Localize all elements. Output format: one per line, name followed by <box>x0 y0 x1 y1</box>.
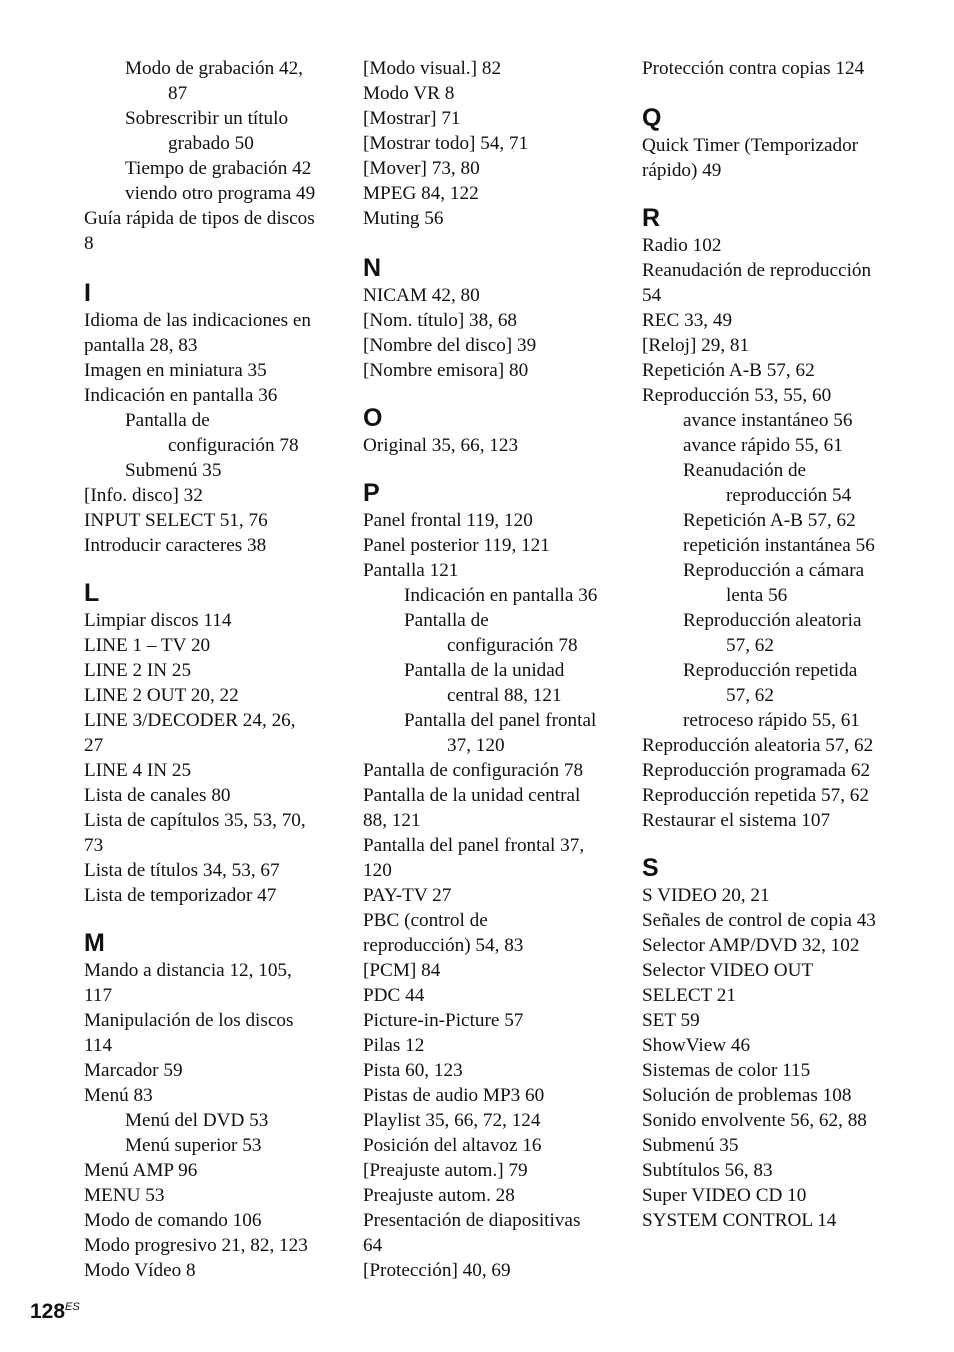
index-subentry: Indicación en pantalla 36 <box>404 585 598 606</box>
page-language-suffix: ES <box>65 1301 80 1313</box>
section-letter-heading: M <box>84 929 105 957</box>
index-column-2 <box>363 56 633 1283</box>
section-letter-heading: L <box>84 579 100 607</box>
index-entry: Pantalla de configuración 78 <box>363 760 584 781</box>
index-subentry: Menú del DVD 53 <box>125 1110 269 1131</box>
index-subentry: central 88, 121 <box>447 685 562 706</box>
index-entry: PAY-TV 27 <box>363 885 452 906</box>
index-entry: Pilas 12 <box>363 1035 425 1056</box>
index-entry: [Reloj] 29, 81 <box>642 335 750 356</box>
index-subentry: configuración 78 <box>168 435 299 456</box>
index-entry: 114 <box>84 1035 113 1056</box>
index-entry: rápido) 49 <box>642 160 722 181</box>
index-entry: Limpiar discos 114 <box>84 610 232 631</box>
index-entry: Imagen en miniatura 35 <box>84 360 267 381</box>
section-letter-heading: R <box>642 204 661 232</box>
index-entry: ShowView 46 <box>642 1035 751 1056</box>
index-entry: LINE 4 IN 25 <box>84 760 192 781</box>
index-entry: Lista de canales 80 <box>84 785 231 806</box>
index-entry: Panel frontal 119, 120 <box>363 510 533 531</box>
index-entry: reproducción) 54, 83 <box>363 935 524 956</box>
index-entry: Mando a distancia 12, 105, <box>84 960 292 981</box>
index-subentry: Reproducción a cámara <box>683 560 865 581</box>
index-subentry: avance rápido 55, 61 <box>683 435 843 456</box>
index-subentry: avance instantáneo 56 <box>683 410 853 431</box>
index-subentry: configuración 78 <box>447 635 578 656</box>
index-entry: MENU 53 <box>84 1185 165 1206</box>
index-entry: Sistemas de color 115 <box>642 1060 811 1081</box>
index-entry: INPUT SELECT 51, 76 <box>84 510 268 531</box>
index-entry: LINE 2 IN 25 <box>84 660 192 681</box>
index-entry: Modo progresivo 21, 82, 123 <box>84 1235 308 1256</box>
index-subentry: grabado 50 <box>168 133 254 154</box>
index-entry: LINE 2 OUT 20, 22 <box>84 685 239 706</box>
index-subentry: Repetición A-B 57, 62 <box>683 510 856 531</box>
index-entry: [Protección] 40, 69 <box>363 1260 511 1281</box>
section-letter-heading: P <box>363 479 380 507</box>
index-subentry: reproducción 54 <box>726 485 852 506</box>
index-entry: [Mostrar] 71 <box>363 108 461 129</box>
index-entry: Lista de títulos 34, 53, 67 <box>84 860 280 881</box>
page-number <box>30 1300 80 1324</box>
index-entry: Quick Timer (Temporizador <box>642 135 859 156</box>
index-entry: [Nombre emisora] 80 <box>363 360 529 381</box>
index-entry: [Info. disco] 32 <box>84 485 203 506</box>
section-letter-heading: S <box>642 854 659 882</box>
index-entry: Playlist 35, 66, 72, 124 <box>363 1110 541 1131</box>
index-entry: [Nom. título] 38, 68 <box>363 310 518 331</box>
index-subentry: Submenú 35 <box>125 460 222 481</box>
index-entry: Menú 83 <box>84 1085 153 1106</box>
index-entry: [Nombre del disco] 39 <box>363 335 537 356</box>
index-entry: Original 35, 66, 123 <box>363 435 519 456</box>
index-entry: [Preajuste autom.] 79 <box>363 1160 528 1181</box>
index-subentry: retroceso rápido 55, 61 <box>683 710 860 731</box>
index-subentry: Sobrescribir un título <box>125 108 289 129</box>
index-subentry: Pantalla de <box>404 610 489 631</box>
index-entry: Lista de temporizador 47 <box>84 885 277 906</box>
index-entry: Idioma de las indicaciones en <box>84 310 311 331</box>
index-subentry: Menú superior 53 <box>125 1135 262 1156</box>
index-entry: Reproducción programada 62 <box>642 760 871 781</box>
index-entry: Modo Vídeo 8 <box>84 1260 196 1281</box>
index-column-3 <box>642 56 942 1233</box>
index-entry: pantalla 28, 83 <box>84 335 198 356</box>
index-entry: 73 <box>84 835 104 856</box>
index-entry: Presentación de diapositivas <box>363 1210 581 1231</box>
index-entry: LINE 3/DECODER 24, 26, <box>84 710 296 731</box>
index-entry: LINE 1 – TV 20 <box>84 635 211 656</box>
index-subentry: Reanudación de <box>683 460 807 481</box>
index-subentry: repetición instantánea 56 <box>683 535 875 556</box>
index-entry: Reproducción repetida 57, 62 <box>642 785 869 806</box>
index-entry: Guía rápida de tipos de discos <box>84 208 315 229</box>
section-letter-heading: I <box>84 279 91 307</box>
index-subentry: lenta 56 <box>726 585 788 606</box>
index-entry: Repetición A-B 57, 62 <box>642 360 815 381</box>
section-letter-heading: Q <box>642 104 662 132</box>
index-subentry: 87 <box>168 83 188 104</box>
index-subentry: Reproducción repetida <box>683 660 858 681</box>
index-entry: Marcador 59 <box>84 1060 183 1081</box>
index-subentry: Pantalla de la unidad <box>404 660 565 681</box>
index-entry: 120 <box>363 860 392 881</box>
index-subentry: 37, 120 <box>447 735 505 756</box>
index-entry: Menú AMP 96 <box>84 1160 198 1181</box>
index-entry: Submenú 35 <box>642 1135 739 1156</box>
index-entry: Señales de control de copia 43 <box>642 910 876 931</box>
index-entry: Modo VR 8 <box>363 83 455 104</box>
index-entry: Muting 56 <box>363 208 444 229</box>
index-entry: Pantalla 121 <box>363 560 459 581</box>
index-entry: Lista de capítulos 35, 53, 70, <box>84 810 306 831</box>
index-entry: Picture-in-Picture 57 <box>363 1010 524 1031</box>
index-subentry: Tiempo de grabación 42 <box>125 158 312 179</box>
index-entry: Solución de problemas 108 <box>642 1085 852 1106</box>
index-entry: NICAM 42, 80 <box>363 285 480 306</box>
index-subentry: 57, 62 <box>726 685 774 706</box>
index-column-1 <box>84 56 354 1283</box>
index-entry: SELECT 21 <box>642 985 736 1006</box>
index-entry: Pantalla de la unidad central <box>363 785 581 806</box>
index-entry: [PCM] 84 <box>363 960 441 981</box>
index-subentry: Pantalla de <box>125 410 210 431</box>
index-entry: Super VIDEO CD 10 <box>642 1185 807 1206</box>
section-letter-heading: O <box>363 404 383 432</box>
index-entry: Manipulación de los discos <box>84 1010 294 1031</box>
index-entry: 27 <box>84 735 104 756</box>
index-entry: Panel posterior 119, 121 <box>363 535 550 556</box>
index-entry: Reproducción aleatoria 57, 62 <box>642 735 874 756</box>
index-entry: PBC (control de <box>363 910 488 931</box>
index-subentry: viendo otro programa 49 <box>125 183 316 204</box>
index-entry: Preajuste autom. 28 <box>363 1185 515 1206</box>
index-entry: Pantalla del panel frontal 37, <box>363 835 585 856</box>
index-entry: [Mostrar todo] 54, 71 <box>363 133 529 154</box>
index-entry: SYSTEM CONTROL 14 <box>642 1210 837 1231</box>
index-entry: Radio 102 <box>642 235 722 256</box>
index-entry: Introducir caracteres 38 <box>84 535 267 556</box>
index-entry: [Modo visual.] 82 <box>363 58 502 79</box>
index-entry: Subtítulos 56, 83 <box>642 1160 773 1181</box>
index-subentry: Pantalla del panel frontal <box>404 710 597 731</box>
index-entry: PDC 44 <box>363 985 425 1006</box>
index-entry: Modo de comando 106 <box>84 1210 262 1231</box>
index-entry: Indicación en pantalla 36 <box>84 385 278 406</box>
index-subentry: 57, 62 <box>726 635 774 656</box>
index-entry: 54 <box>642 285 662 306</box>
index-entry: 88, 121 <box>363 810 421 831</box>
index-entry: Posición del altavoz 16 <box>363 1135 542 1156</box>
index-entry: S VIDEO 20, 21 <box>642 885 770 906</box>
index-entry: Restaurar el sistema 107 <box>642 810 831 831</box>
index-entry: SET 59 <box>642 1010 700 1031</box>
index-entry: Protección contra copias 124 <box>642 58 865 79</box>
index-entry: Selector VIDEO OUT <box>642 960 814 981</box>
index-entry: Reproducción 53, 55, 60 <box>642 385 832 406</box>
index-entry: Pista 60, 123 <box>363 1060 463 1081</box>
index-entry: MPEG 84, 122 <box>363 183 479 204</box>
index-subentry: Reproducción aleatoria <box>683 610 862 631</box>
index-entry: 117 <box>84 985 113 1006</box>
index-entry: Reanudación de reproducción <box>642 260 872 281</box>
index-entry: 8 <box>84 233 94 254</box>
index-entry: REC 33, 49 <box>642 310 733 331</box>
index-subentry: Modo de grabación 42, <box>125 58 303 79</box>
index-entry: 64 <box>363 1235 383 1256</box>
index-entry: Sonido envolvente 56, 62, 88 <box>642 1110 867 1131</box>
section-letter-heading: N <box>363 254 382 282</box>
page-number-value: 128 <box>30 1300 66 1323</box>
index-entry: Pistas de audio MP3 60 <box>363 1085 545 1106</box>
index-entry: Selector AMP/DVD 32, 102 <box>642 935 860 956</box>
index-entry: [Mover] 73, 80 <box>363 158 480 179</box>
